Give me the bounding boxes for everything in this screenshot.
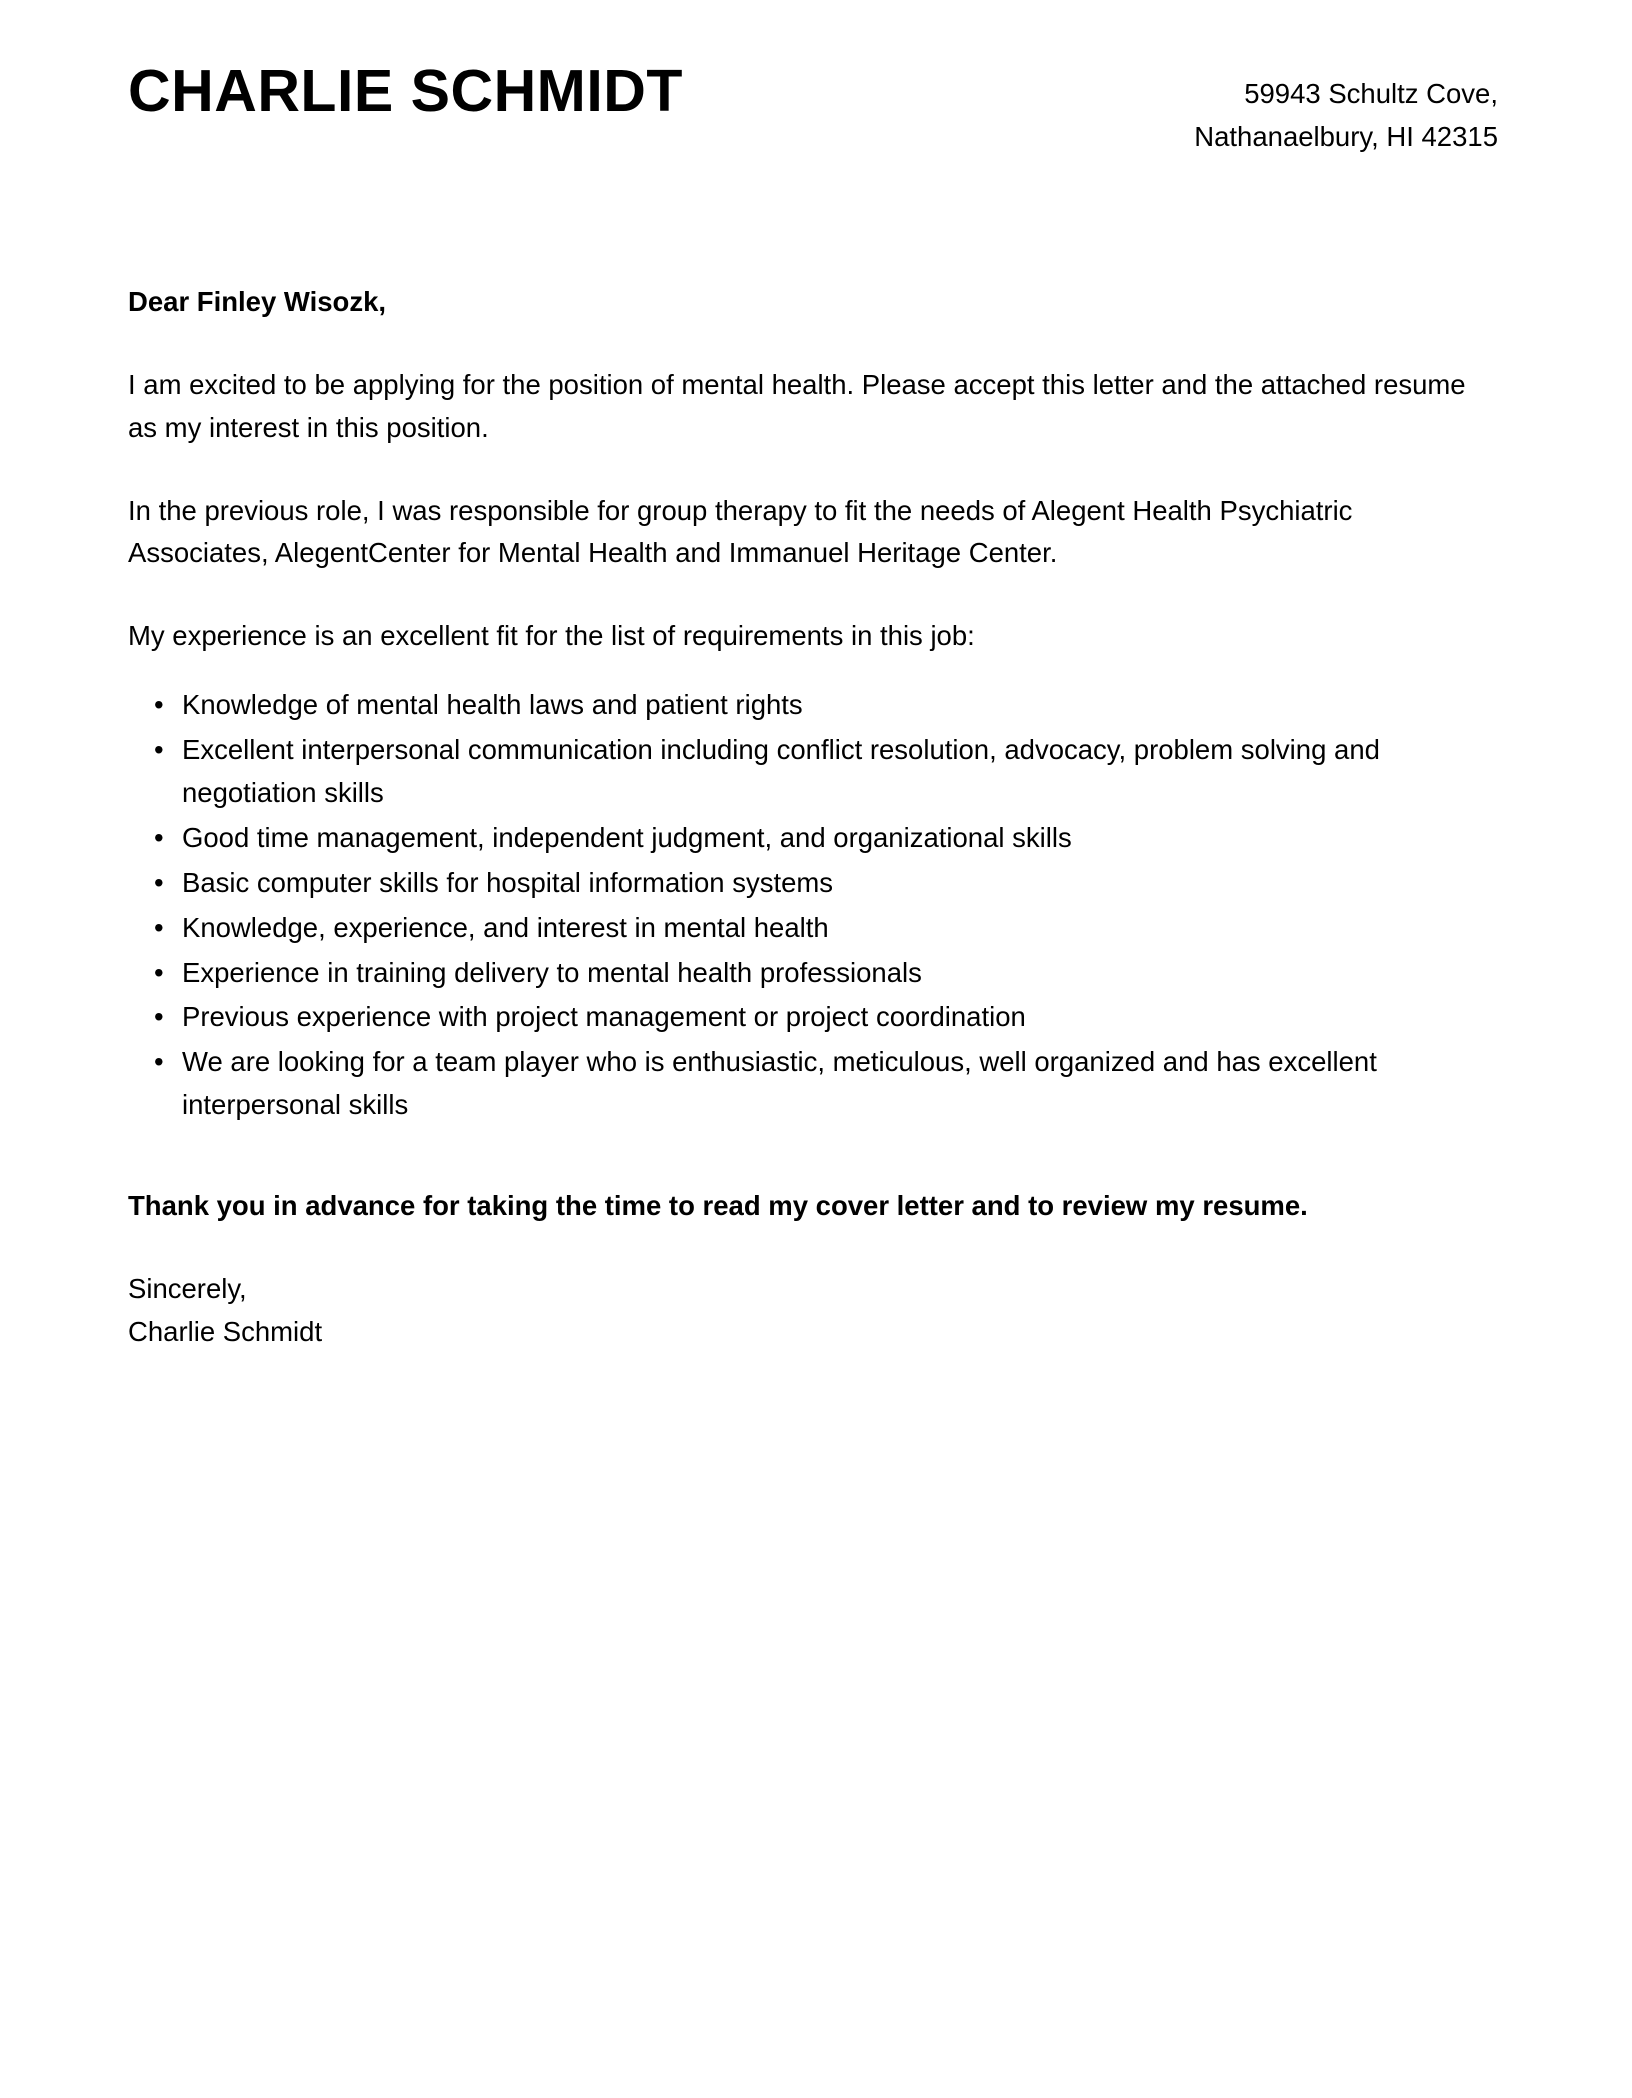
list-item: • Knowledge, experience, and interest in mental health <box>128 907 1498 950</box>
requirements-list <box>128 684 1498 1127</box>
address-line-street: 59943 Schultz Cove, <box>1244 78 1498 109</box>
paragraph-previous-role: In the previous role, I was responsible for group therapy to fit the needs of Alegent Health Psychiatric Associates, AlegentCenter for Mental Health and Immanuel Heritage Center. <box>128 494 1353 569</box>
address-line-city-state-zip: Nathanaelbury, HI 42315 <box>1194 121 1498 153</box>
letter-header <box>128 0 1498 159</box>
applicant-name-heading: CHARLIE SCHMIDT <box>128 58 683 124</box>
applicant-address-block <box>1194 58 1498 159</box>
requirements-intro: My experience is an excellent fit for the list of requirements in this job: <box>128 620 975 652</box>
list-item: • We are looking for a team player who is enthusiastic, meticulous, well organized and has excellent interpersonal skills <box>128 1041 1498 1127</box>
signature-name: Charlie Schmidt <box>128 1315 323 1347</box>
letter-body <box>128 281 1498 1354</box>
list-item: • Experience in training delivery to mental health professionals <box>128 952 1498 995</box>
list-item: • Good time management, independent judgment, and organizational skills <box>128 817 1498 860</box>
list-item: • Previous experience with project management or project coordination <box>128 996 1498 1039</box>
paragraph-intro: I am excited to be applying for the position of mental health. Please accept this letter and the attached resume as my interest in this position. <box>128 368 1466 443</box>
list-item: • Knowledge of mental health laws and patient rights <box>128 684 1498 727</box>
closing-thank-you: Thank you in advance for taking the time to read my cover letter and to review my resume. <box>128 1190 1308 1222</box>
valediction: Sincerely, <box>128 1273 247 1305</box>
salutation: Dear Finley Wisozk, <box>128 285 387 317</box>
letter-content <box>128 0 1498 1354</box>
list-item: • Excellent interpersonal communication including conflict resolution, advocacy, problem solving and negotiation skills <box>128 729 1498 815</box>
list-item: • Basic computer skills for hospital information systems <box>128 862 1498 905</box>
signature-block <box>128 1268 1498 1354</box>
